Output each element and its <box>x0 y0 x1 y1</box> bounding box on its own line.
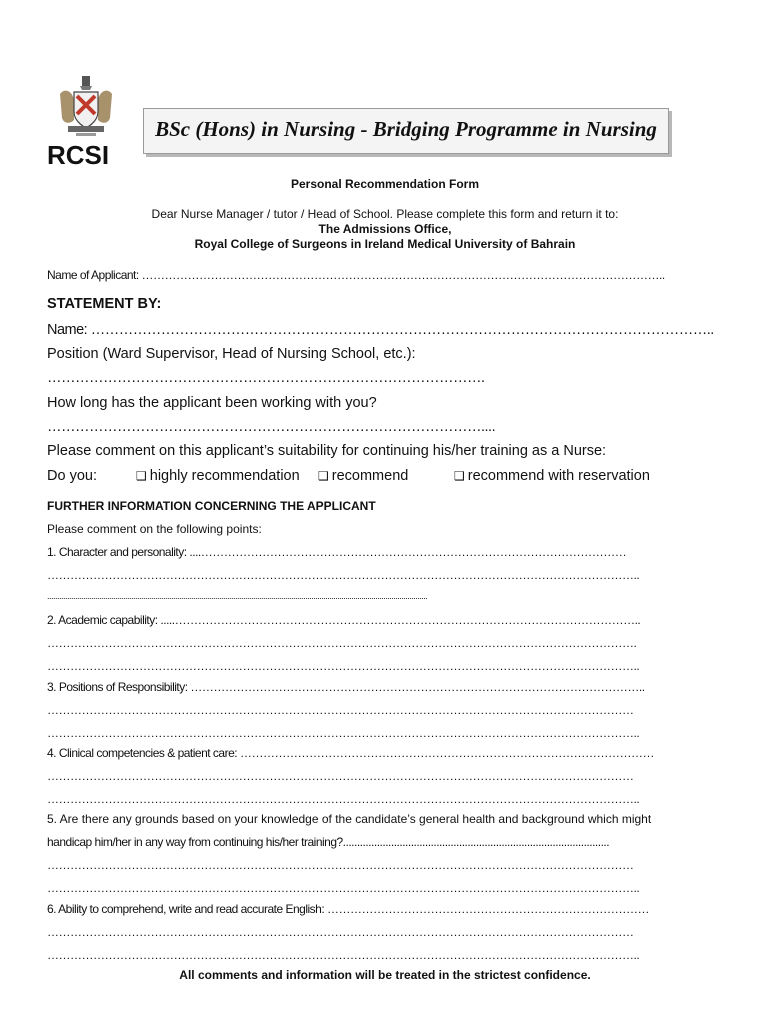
intro-line-3: Royal College of Surgeons in Ireland Medical University of Bahrain <box>194 237 576 251</box>
statement-heading: STATEMENT BY: <box>47 296 162 312</box>
document-title: BSc (Hons) in Nursing - Bridging Programme in Nursing <box>155 117 657 141</box>
do-you-label: Do you: <box>47 468 97 484</box>
option-recommend-reservation[interactable]: ❑ recommend with reservation <box>454 468 650 484</box>
suitability-label: Please comment on this applicant’s suitability for continuing his/her training as a Nurse: <box>47 443 607 459</box>
checkbox-icon[interactable]: ❑ <box>318 469 329 483</box>
confidentiality-footer: All comments and information will be treated in the strictest confidence. <box>179 968 591 982</box>
q4-line-3[interactable]: ……………………………………………………………………………………………………………………………………….. <box>47 792 640 806</box>
checkbox-icon[interactable]: ❑ <box>136 469 147 483</box>
position-label: Position (Ward Supervisor, Head of Nursing School, etc.): <box>47 346 416 362</box>
q1-line-2[interactable]: ……………………………………………………………………………………………………………………………………….. <box>47 568 640 582</box>
option-recommend[interactable]: ❑ recommend <box>318 468 409 484</box>
q4-line-2[interactable]: ……………………………………………………………………………………………………………………………………… <box>47 769 634 783</box>
q6-english[interactable]: 6. Ability to comprehend, write and read accurate English: ………………………………………………………………………… <box>47 902 650 916</box>
howlong-label: How long has the applicant been working with you? <box>47 395 377 411</box>
q5-health: 5. Are there any grounds based on your knowledge of the candidate’s general health and background which might <box>47 812 652 826</box>
q3-line-2[interactable]: ……………………………………………………………………………………………………………………………………… <box>47 703 634 717</box>
q4-clinical[interactable]: 4. Clinical competencies & patient care: ……………………………………………………………………………………………… <box>47 746 654 760</box>
q3-line-3[interactable]: ……………………………………………………………………………………………………………………………………….. <box>47 726 640 740</box>
q2-academic[interactable]: 2. Academic capability: .....………………………………………………………………………………………………………….. <box>47 613 641 627</box>
howlong-field[interactable]: ………………………………………………………………………………….... <box>47 419 496 435</box>
logo-wordmark: RCSI <box>47 140 110 170</box>
intro-line-1: Dear Nurse Manager / tutor / Head of School. Please complete this form and return it to: <box>151 207 619 221</box>
q6-line-3[interactable]: ……………………………………………………………………………………………………………………………………….. <box>47 948 640 962</box>
applicant-name-field[interactable]: Name of Applicant: ……………………………………………………………………………………………………………………….. <box>47 268 665 282</box>
statement-name-field[interactable]: Name: …………………………………………………………………………………………………………………….. <box>47 322 714 338</box>
q5-line-2[interactable]: ……………………………………………………………………………………………………………………………………… <box>47 858 634 872</box>
q5-continuation[interactable]: handicap him/her in any way from continuing his/her training?.............................................................................................. <box>47 835 610 849</box>
further-info-heading: FURTHER INFORMATION CONCERNING THE APPLICANT <box>47 499 376 513</box>
q2-line-3[interactable]: ……………………………………………………………………………………………………………………………………….. <box>47 659 640 673</box>
q1-character[interactable]: 1. Character and personality: ....………………………………………………………………………………………………… <box>47 545 627 559</box>
q3-responsibility[interactable]: 3. Positions of Responsibility: ……………………………………………………………………………………………………….. <box>47 680 645 694</box>
q6-line-2[interactable]: ……………………………………………………………………………………………………………………………………… <box>47 925 634 939</box>
intro-line-2: The Admissions Office, <box>318 222 452 236</box>
q5-line-3[interactable]: ……………………………………………………………………………………………………………………………………….. <box>47 881 640 895</box>
form-title: Personal Recommendation Form <box>290 177 480 191</box>
q1-line-3[interactable]: .............................................................................................................................................................................................. <box>47 591 428 601</box>
option-highly-recommend[interactable]: ❑ highly recommendation <box>136 468 300 484</box>
title-banner <box>143 108 669 154</box>
checkbox-icon[interactable]: ❑ <box>454 469 465 483</box>
further-info-subheading: Please comment on the following points: <box>47 522 262 536</box>
position-field[interactable]: …………………………………………………………………………………. <box>47 370 485 386</box>
q2-line-2[interactable]: ………………………………………………………………………………………………………………………………………. <box>47 636 637 650</box>
